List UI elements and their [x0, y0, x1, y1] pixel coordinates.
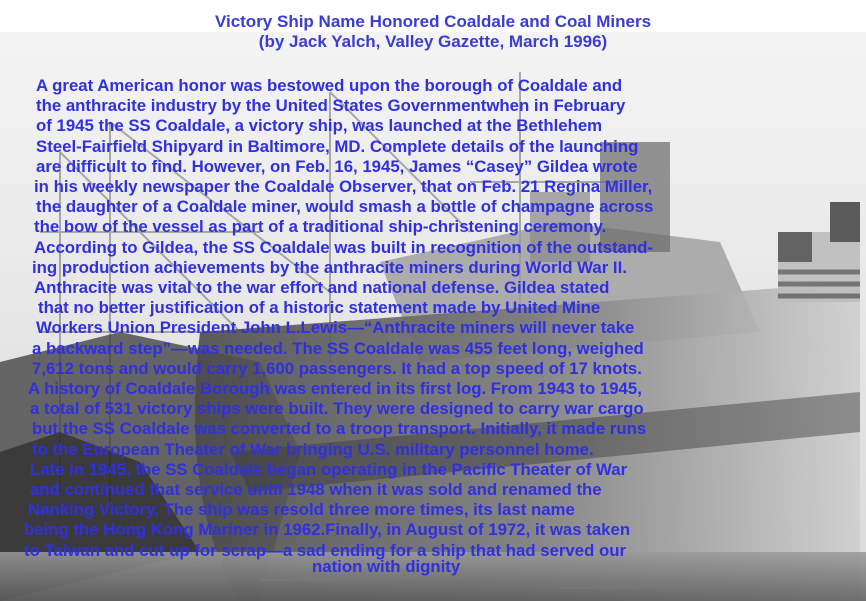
article-title: Victory Ship Name Honored Coaldale and Coal Miners [214, 12, 652, 31]
article-line: nation with dignity [312, 556, 461, 576]
article-line: Anthracite was vital to the war effort and national defense. Gildea stated [34, 278, 610, 298]
article-line: Nanking Victory. The ship was resold three more times, its last name [28, 500, 575, 520]
article-line: the anthracite industry by the United States Governmentwhen in February [36, 96, 626, 116]
article-line: the bow of the vessel as part of a traditional ship-christening ceremony. [34, 217, 607, 237]
article-body [22, 76, 822, 577]
article-line: A great American honor was bestowed upon the borough of Coaldale and [36, 76, 623, 95]
article-line: to the European Theater of War bringing U.S. military personnel home. [32, 439, 594, 459]
article-line: are difficult to find. However, on Feb. 16, 1945, James “Casey” Gildea wrote [36, 156, 638, 176]
header [0, 12, 866, 52]
article-line: to Taiwan and cut up for scrap—a sad ending for a ship that had served our [24, 540, 627, 560]
article-line: being the Hong Kong Mariner in 1962.Finally, in August of 1972, it was taken [24, 520, 631, 540]
article-line: Steel-Fairfield Shipyard in Baltimore, MD. Complete details of the launching [36, 136, 639, 156]
article-line: A history of Coaldale Borough was entered in its first log. From 1943 to 1945, [28, 379, 642, 399]
article-line: of 1945 the SS Coaldale, a victory ship, was launched at the Bethlehem [36, 116, 603, 136]
article-line: a backward step”—was needed. The SS Coaldale was 455 feet long, weighed [32, 338, 644, 358]
article-line: Workers Union President John L.Lewis—“Anthracite miners will never take [36, 318, 635, 338]
article-line: According to Gildea, the SS Coaldale was built in recognition of the outstand- [34, 237, 654, 257]
article-line: Late in 1945, the SS Coaldale began operating in the Pacific Theater of War [30, 459, 628, 479]
article-line: ing production achievements by the anthracite miners during World War II. [32, 257, 627, 277]
article-line: the daughter of a Coaldale miner, would smash a bottle of champagne across [36, 197, 654, 217]
article-line: but the SS Coaldale was converted to a troop transport. Initially, it made runs [32, 419, 647, 439]
article-line: and continued that service until 1948 when it was sold and renamed the [30, 480, 602, 500]
article-line: a total of 531 victory ships were built. They were designed to carry war cargo [30, 399, 644, 419]
article-byline: (by Jack Yalch, Valley Gazette, March 1996) [258, 32, 608, 51]
article-line: in his weekly newspaper the Coaldale Observer, that on Feb. 21 Regina Miller, [34, 177, 653, 197]
article-line: that no better justification of a historic statement made by United Mine [38, 298, 601, 318]
article-line: 7,612 tons and would carry 1,600 passengers. It had a top speed of 17 knots. [32, 358, 642, 378]
